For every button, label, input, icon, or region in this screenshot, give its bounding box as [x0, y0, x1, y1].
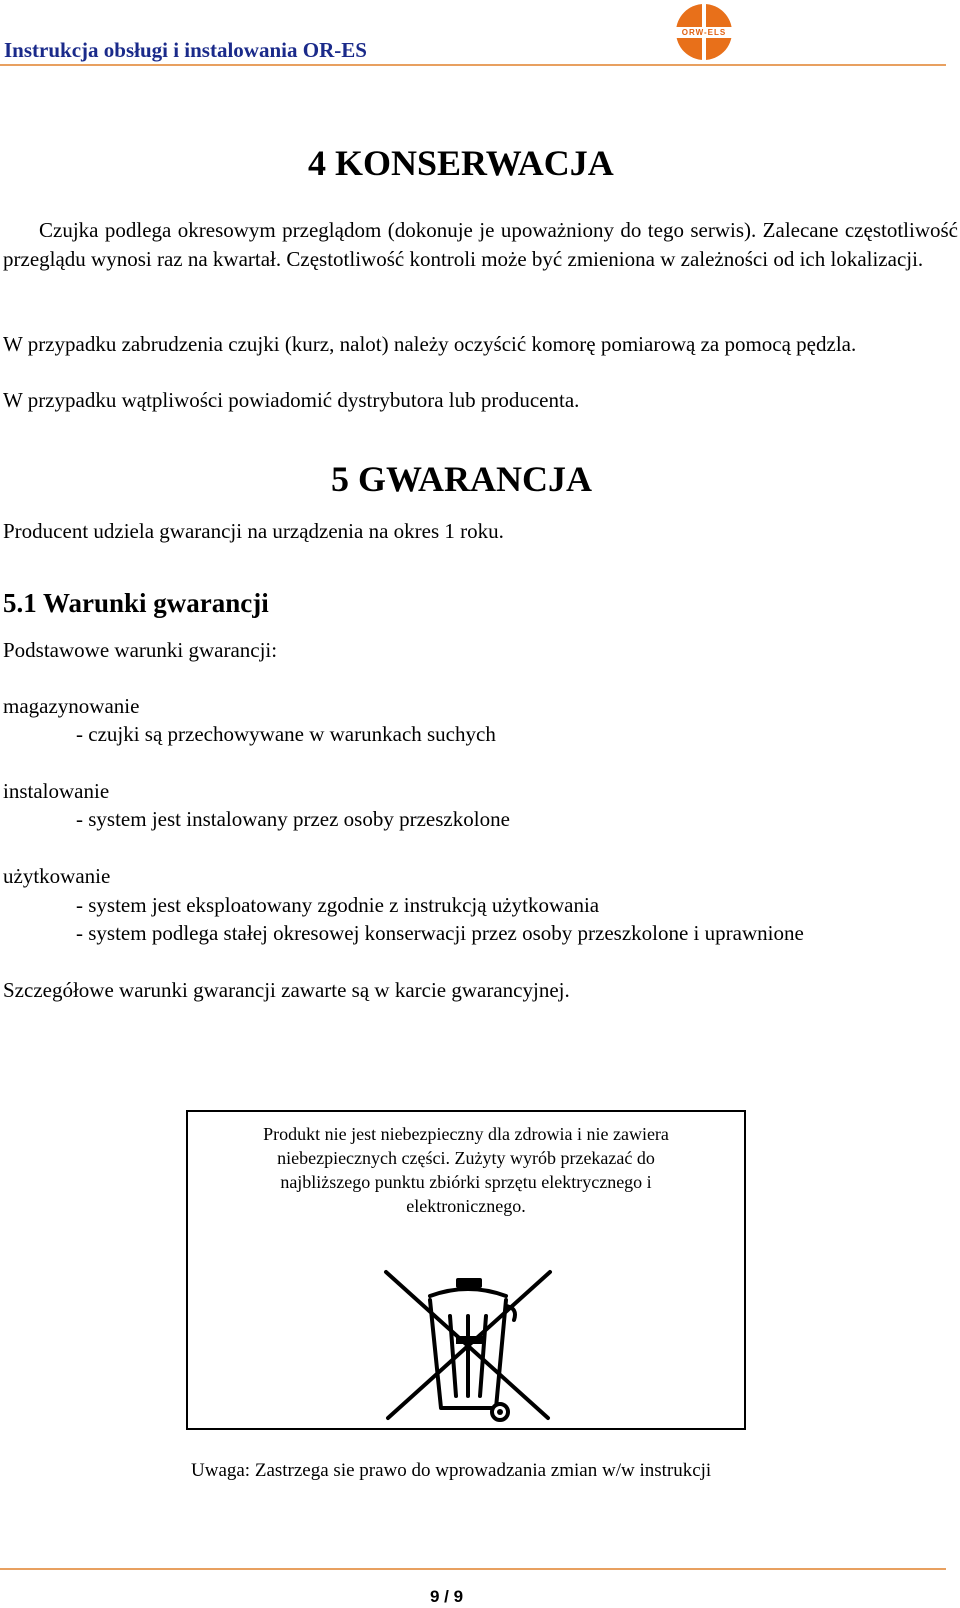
notice-line: elektronicznego. — [406, 1196, 526, 1216]
condition-term-usage: użytkowanie — [3, 864, 111, 888]
notice-line: Produkt nie jest niebezpieczny dla zdrowia i nie zawiera — [263, 1124, 669, 1144]
section-5-1-heading: 5.1 Warunki gwarancji — [3, 588, 269, 618]
basic-conditions-label: Podstawowe warunki gwarancji: — [3, 638, 278, 662]
condition-detail-usage-2: - system podlega stałej okresowej konserwacji przez osoby przeszkolone i uprawnione — [76, 921, 804, 945]
warranty-details-note: Szczegółowe warunki gwarancji zawarte są w karcie gwarancyjnej. — [3, 978, 570, 1002]
warranty-intro: Producent udziela gwarancji na urządzenia na okres 1 roku. — [3, 519, 504, 543]
maintenance-paragraph-3: W przypadku wątpliwości powiadomić dystrybutora lub producenta. — [3, 388, 580, 412]
condition-term-storage: magazynowanie — [3, 694, 140, 718]
maintenance-paragraph-1: Czujka podlega okresowym przeglądom (dokonuje je upoważniony do tego serwis). Zalecane częstotliwość przeglądu wynosi raz na kwartał. Częstotliwość kontroli może być zmieniona w zależności od ich lokalizacji. — [3, 218, 958, 271]
section-4-heading: 4 KONSERWACJA — [308, 143, 614, 183]
notice-line: najbliższego punktu zbiórki sprzętu elektrycznego i — [280, 1172, 652, 1192]
condition-term-installation: instalowanie — [3, 779, 110, 803]
crossed-out-wheelie-bin-icon — [378, 1268, 558, 1424]
document-header-title: Instrukcja obsługi i instalowania OR-ES — [4, 38, 367, 62]
page-number: 9 / 9 — [430, 1587, 464, 1606]
condition-detail-usage-1: - system jest eksploatowany zgodnie z instrukcją użytkowania — [76, 893, 600, 917]
footer-divider — [0, 1568, 946, 1570]
disposal-notice-text — [188, 1122, 744, 1218]
header-divider — [0, 64, 946, 66]
maintenance-paragraph-2: W przypadku zabrudzenia czujki (kurz, nalot) należy oczyścić komorę pomiarową za pomocą pędzla. — [3, 332, 857, 356]
notice-line: niebezpiecznych części. Zużyty wyrób przekazać do — [277, 1148, 655, 1168]
company-logo — [674, 2, 734, 62]
condition-detail-installation: - system jest instalowany przez osoby przeszkolone — [76, 807, 510, 831]
logo-text: ORW-ELS — [674, 27, 734, 38]
section-5-heading: 5 GWARANCJA — [331, 459, 592, 499]
change-reservation-note: Uwaga: Zastrzega sie prawo do wprowadzania zmian w/w instrukcji — [191, 1460, 712, 1481]
condition-detail-storage: - czujki są przechowywane w warunkach suchych — [76, 722, 496, 746]
disposal-notice-box — [186, 1110, 746, 1430]
